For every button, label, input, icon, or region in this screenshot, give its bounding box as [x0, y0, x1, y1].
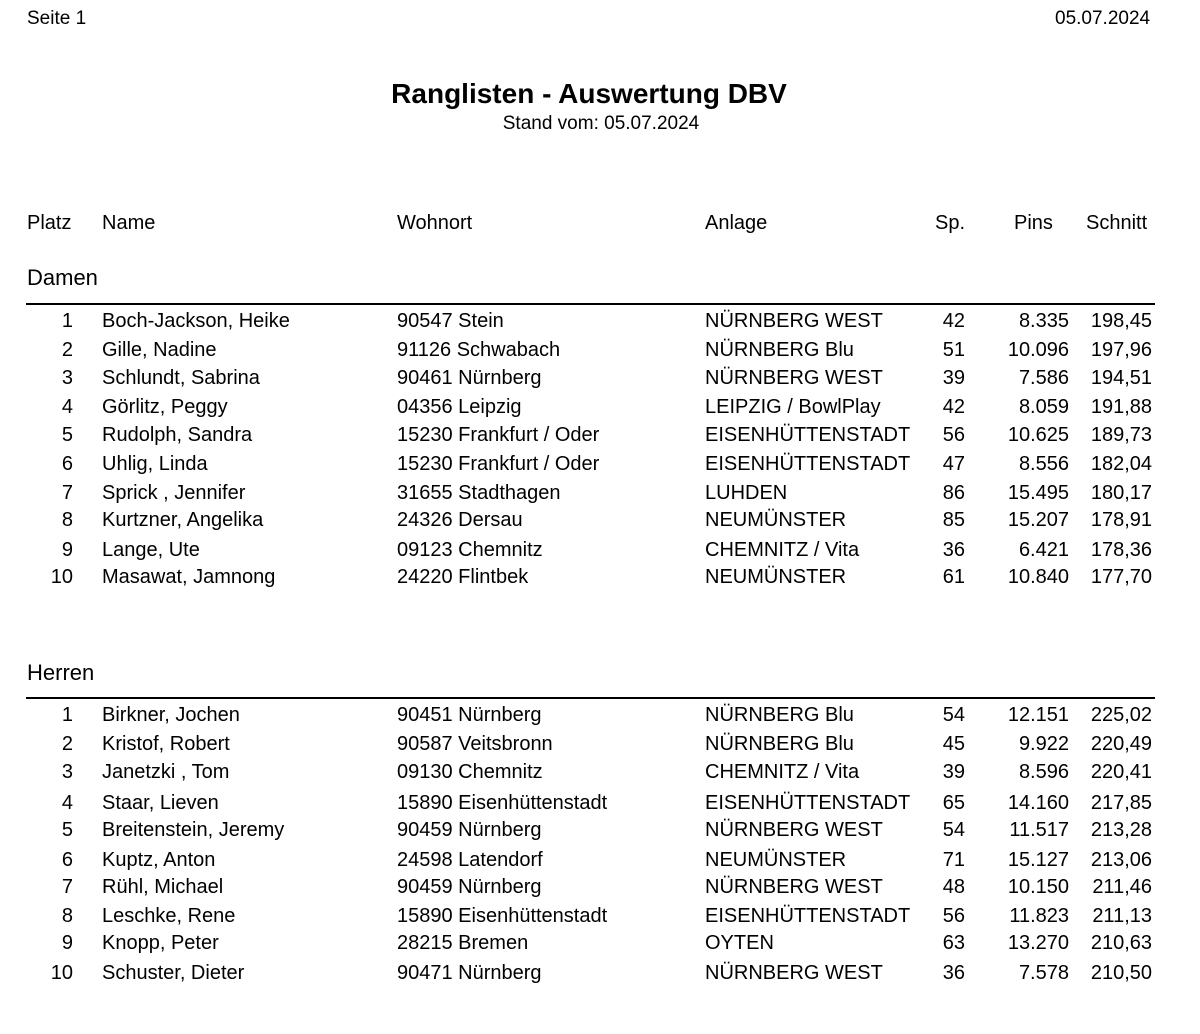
anlage-cell: EISENHÜTTENSTADT	[705, 424, 911, 446]
platz-cell: 10	[50, 566, 73, 588]
name-cell: Birkner, Jochen	[102, 704, 240, 726]
schnitt-cell: 198,45	[1090, 310, 1152, 332]
name-cell: Schuster, Dieter	[102, 962, 245, 984]
pins-cell: 11.823	[1009, 905, 1069, 927]
wohnort-cell: 15230 Frankfurt / Oder	[397, 453, 600, 475]
column-header-pins: Pins	[1014, 212, 1053, 234]
name-cell: Staar, Lieven	[102, 792, 219, 814]
schnitt-cell: 178,91	[1090, 509, 1152, 531]
name-cell: Rudolph, Sandra	[102, 424, 253, 446]
anlage-cell: NÜRNBERG Blu	[705, 733, 854, 755]
pins-cell: 8.335	[1018, 310, 1069, 332]
table-row	[0, 424, 1200, 450]
table-row	[0, 876, 1200, 902]
anlage-cell: NÜRNBERG Blu	[705, 704, 854, 726]
platz-cell: 1	[61, 310, 73, 332]
name-cell: Rühl, Michael	[102, 876, 224, 898]
schnitt-cell: 210,50	[1090, 962, 1152, 984]
platz-cell: 7	[61, 482, 73, 504]
page-number: Seite 1	[27, 8, 87, 29]
pins-cell: 13.270	[1007, 932, 1069, 954]
pins-cell: 9.922	[1018, 733, 1069, 755]
table-row	[0, 905, 1200, 931]
schnitt-cell: 211,46	[1092, 876, 1152, 898]
schnitt-cell: 177,70	[1090, 566, 1152, 588]
platz-cell: 5	[61, 819, 73, 841]
schnitt-cell: 220,49	[1090, 733, 1152, 755]
pins-cell: 7.586	[1018, 367, 1069, 389]
schnitt-cell: 178,36	[1090, 539, 1152, 561]
spiele-cell: 63	[942, 932, 965, 954]
spiele-cell: 56	[942, 905, 965, 927]
wohnort-cell: 90471 Nürnberg	[397, 962, 542, 984]
table-row	[0, 819, 1200, 845]
name-cell: Leschke, Rene	[102, 905, 236, 927]
wohnort-cell: 15890 Eisenhüttenstadt	[397, 905, 608, 927]
spiele-cell: 54	[942, 819, 965, 841]
platz-cell: 1	[61, 704, 73, 726]
anlage-cell: NÜRNBERG WEST	[705, 367, 883, 389]
pins-cell: 10.840	[1007, 566, 1069, 588]
schnitt-cell: 182,04	[1090, 453, 1152, 475]
name-cell: Boch-Jackson, Heike	[102, 310, 290, 332]
name-cell: Kristof, Robert	[102, 733, 230, 755]
column-header-anlage: Anlage	[705, 212, 768, 234]
wohnort-cell: 09123 Chemnitz	[397, 539, 543, 561]
anlage-cell: NEUMÜNSTER	[705, 849, 847, 871]
platz-cell: 9	[61, 932, 73, 954]
anlage-cell: CHEMNITZ / Vita	[705, 539, 860, 561]
spiele-cell: 61	[942, 566, 965, 588]
table-row	[0, 733, 1200, 759]
platz-cell: 3	[61, 367, 73, 389]
spiele-cell: 42	[942, 310, 965, 332]
table-row	[0, 932, 1200, 958]
name-cell: Masawat, Jamnong	[102, 566, 276, 588]
anlage-cell: EISENHÜTTENSTADT	[705, 905, 911, 927]
table-row	[0, 792, 1200, 818]
wohnort-cell: 31655 Stadthagen	[397, 482, 561, 504]
table-row	[0, 566, 1200, 592]
wohnort-cell: 91126 Schwabach	[397, 339, 561, 361]
spiele-cell: 36	[942, 962, 965, 984]
platz-cell: 4	[61, 792, 73, 814]
table-row	[0, 482, 1200, 508]
pins-cell: 10.150	[1007, 876, 1069, 898]
wohnort-cell: 90587 Veitsbronn	[397, 733, 553, 755]
wohnort-cell: 90461 Nürnberg	[397, 367, 542, 389]
anlage-cell: EISENHÜTTENSTADT	[705, 792, 911, 814]
pins-cell: 15.127	[1007, 849, 1069, 871]
section-divider-herren	[26, 697, 1155, 699]
schnitt-cell: 194,51	[1090, 367, 1152, 389]
name-cell: Sprick , Jennifer	[102, 482, 246, 504]
wohnort-cell: 28215 Bremen	[397, 932, 529, 954]
anlage-cell: NEUMÜNSTER	[705, 509, 847, 531]
spiele-cell: 71	[942, 849, 965, 871]
platz-cell: 9	[61, 539, 73, 561]
pins-cell: 11.517	[1009, 819, 1069, 841]
column-header-platz: Platz	[27, 212, 72, 234]
schnitt-cell: 180,17	[1090, 482, 1152, 504]
name-cell: Janetzki , Tom	[102, 761, 230, 783]
anlage-cell: LUHDEN	[705, 482, 788, 504]
anlage-cell: EISENHÜTTENSTADT	[705, 453, 911, 475]
pins-cell: 8.556	[1018, 453, 1069, 475]
spiele-cell: 48	[942, 876, 965, 898]
table-row	[0, 761, 1200, 787]
table-row	[0, 396, 1200, 422]
table-row	[0, 539, 1200, 565]
table-row	[0, 962, 1200, 988]
table-row	[0, 339, 1200, 365]
name-cell: Breitenstein, Jeremy	[102, 819, 285, 841]
name-cell: Knopp, Peter	[102, 932, 219, 954]
wohnort-cell: 04356 Leipzig	[397, 396, 522, 418]
spiele-cell: 39	[942, 367, 965, 389]
page-title: Ranglisten - Auswertung DBV	[391, 78, 787, 109]
wohnort-cell: 24326 Dersau	[397, 509, 523, 531]
wohnort-cell: 09130 Chemnitz	[397, 761, 543, 783]
column-header-wohnort: Wohnort	[397, 212, 473, 234]
schnitt-cell: 213,28	[1090, 819, 1152, 841]
table-row	[0, 367, 1200, 393]
anlage-cell: NÜRNBERG WEST	[705, 876, 883, 898]
schnitt-cell: 211,13	[1092, 905, 1152, 927]
schnitt-cell: 189,73	[1090, 424, 1152, 446]
anlage-cell: NÜRNBERG Blu	[705, 339, 854, 361]
spiele-cell: 51	[942, 339, 965, 361]
page-subtitle: Stand vom: 05.07.2024	[502, 113, 700, 134]
table-row	[0, 849, 1200, 875]
pins-cell: 10.625	[1007, 424, 1069, 446]
schnitt-cell: 213,06	[1090, 849, 1152, 871]
name-cell: Görlitz, Peggy	[102, 396, 228, 418]
anlage-cell: LEIPZIG / BowlPlay	[705, 396, 881, 418]
platz-cell: 7	[61, 876, 73, 898]
spiele-cell: 39	[942, 761, 965, 783]
pins-cell: 15.207	[1007, 509, 1069, 531]
table-row	[0, 310, 1200, 336]
spiele-cell: 42	[942, 396, 965, 418]
wohnort-cell: 15230 Frankfurt / Oder	[397, 424, 600, 446]
anlage-cell: NEUMÜNSTER	[705, 566, 847, 588]
anlage-cell: NÜRNBERG WEST	[705, 819, 883, 841]
wohnort-cell: 15890 Eisenhüttenstadt	[397, 792, 608, 814]
column-header-sp: Sp.	[935, 212, 966, 234]
platz-cell: 5	[61, 424, 73, 446]
report-date: 05.07.2024	[1055, 8, 1151, 29]
pins-cell: 10.096	[1007, 339, 1069, 361]
wohnort-cell: 90459 Nürnberg	[397, 876, 542, 898]
platz-cell: 10	[50, 962, 73, 984]
pins-cell: 15.495	[1007, 482, 1069, 504]
anlage-cell: NÜRNBERG WEST	[705, 310, 883, 332]
schnitt-cell: 225,02	[1090, 704, 1152, 726]
spiele-cell: 45	[942, 733, 965, 755]
name-cell: Kurtzner, Angelika	[102, 509, 264, 531]
platz-cell: 3	[61, 761, 73, 783]
section-title-damen: Damen	[27, 265, 98, 290]
platz-cell: 8	[61, 905, 73, 927]
wohnort-cell: 24220 Flintbek	[397, 566, 529, 588]
spiele-cell: 56	[942, 424, 965, 446]
name-cell: Uhlig, Linda	[102, 453, 208, 475]
pins-cell: 12.151	[1007, 704, 1069, 726]
schnitt-cell: 197,96	[1090, 339, 1152, 361]
pins-cell: 14.160	[1007, 792, 1069, 814]
spiele-cell: 65	[942, 792, 965, 814]
schnitt-cell: 191,88	[1090, 396, 1152, 418]
column-header-name: Name	[102, 212, 156, 234]
pins-cell: 8.596	[1018, 761, 1069, 783]
schnitt-cell: 217,85	[1090, 792, 1152, 814]
schnitt-cell: 220,41	[1090, 761, 1152, 783]
anlage-cell: CHEMNITZ / Vita	[705, 761, 860, 783]
name-cell: Lange, Ute	[102, 539, 200, 561]
platz-cell: 6	[61, 849, 73, 871]
spiele-cell: 86	[942, 482, 965, 504]
section-divider-damen	[26, 303, 1155, 305]
anlage-cell: NÜRNBERG WEST	[705, 962, 883, 984]
pins-cell: 7.578	[1018, 962, 1069, 984]
spiele-cell: 47	[942, 453, 965, 475]
name-cell: Schlundt, Sabrina	[102, 367, 260, 389]
platz-cell: 2	[61, 733, 73, 755]
wohnort-cell: 90459 Nürnberg	[397, 819, 542, 841]
platz-cell: 2	[61, 339, 73, 361]
platz-cell: 8	[61, 509, 73, 531]
spiele-cell: 36	[942, 539, 965, 561]
table-row	[0, 704, 1200, 730]
wohnort-cell: 90547 Stein	[397, 310, 504, 332]
pins-cell: 8.059	[1018, 396, 1069, 418]
name-cell: Gille, Nadine	[102, 339, 217, 361]
spiele-cell: 85	[942, 509, 965, 531]
schnitt-cell: 210,63	[1090, 932, 1152, 954]
wohnort-cell: 90451 Nürnberg	[397, 704, 542, 726]
wohnort-cell: 24598 Latendorf	[397, 849, 543, 871]
section-title-herren: Herren	[27, 660, 95, 685]
pins-cell: 6.421	[1018, 539, 1069, 561]
name-cell: Kuptz, Anton	[102, 849, 216, 871]
column-header-schnitt: Schnitt	[1086, 212, 1148, 234]
platz-cell: 6	[61, 453, 73, 475]
table-row	[0, 509, 1200, 535]
anlage-cell: OYTEN	[705, 932, 774, 954]
platz-cell: 4	[61, 396, 73, 418]
spiele-cell: 54	[942, 704, 965, 726]
table-row	[0, 453, 1200, 479]
